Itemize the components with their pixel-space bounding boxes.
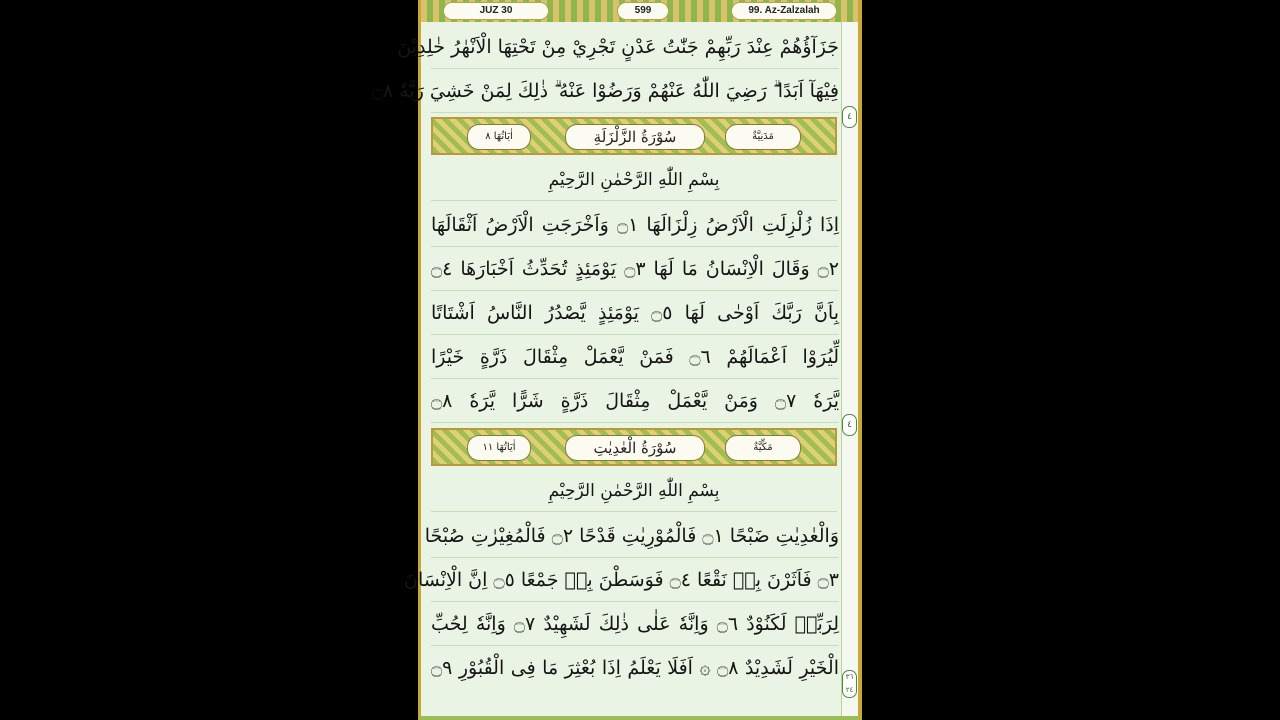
text-line: لِرَبِّهٖ لَكَنُوْدٌ ۝٦ وَاِنَّهٗ عَلٰى ذٰلِكَ لَشَهِيْدٌ ۝٧ وَاِنَّهٗ لِحُبِّ	[431, 603, 839, 646]
revelation-place: مَدَنِيَّةٌ	[725, 124, 801, 150]
margin-strip	[841, 22, 858, 716]
text-line: الْخَيْرِ لَشَدِيْدٌ ۝٨ ۞ اَفَلَا يَعْلَمُ اِذَا بُعْثِرَ مَا فِى الْقُبُوْرِ ۝٩	[431, 657, 839, 679]
text-line: بِاَنَّ رَبَّكَ اَوْحٰى لَهَا ۝٥ يَوْمَئِذٍ يَّصْدُرُ النَّاسُ اَشْتَاتًا	[431, 292, 839, 335]
text-line: لِّيُرَوْا اَعْمَالَهُمْ ۝٦ فَمَنْ يَّعْمَلْ مِثْقَالَ ذَرَّةٍ خَيْرًا	[431, 336, 839, 379]
text-line: اِذَا زُلْزِلَتِ الْاَرْضُ زِلْزَالَهَا ۝١ وَاَخْرَجَتِ الْاَرْضُ اَثْقَالَهَا	[431, 204, 839, 247]
text-line: يَّرَهٗ ۝٧ وَمَنْ يَّعْمَلْ مِثْقَالَ ذَرَّةٍ شَرًّا يَّرَهٗ ۝٨	[431, 380, 839, 423]
surah-banner	[431, 428, 837, 466]
mushaf-page	[371, 0, 862, 720]
text-line: ۝٣ فَاَثَرْنَ بِهٖ نَقْعًا ۝٤ فَوَسَطْنَ بِهٖ جَمْعًا ۝٥ اِنَّ الْاِنْسَانَ	[431, 559, 839, 602]
basmala: بِسْمِ اللّٰهِ الرَّحْمٰنِ الرَّحِيْمِ	[431, 160, 837, 201]
surah-banner	[431, 117, 837, 155]
page-header	[421, 0, 858, 22]
surah-title: سُوْرَةُ الْعٰدِيٰتِ	[565, 435, 705, 461]
text-line: جَزَآؤُهُمْ عِنْدَ رَبِّهِمْ جَنّٰتُ عَدْنٍ تَجْرِيْ مِنْ تَحْتِهَا الْاَنْهٰرُ خٰلِدِيْنَ	[431, 26, 839, 69]
ruku-marker: ٤	[842, 106, 857, 128]
ruku-marker: ٣٦ ٢٤	[842, 670, 857, 698]
ruku-marker: ٤	[842, 414, 857, 436]
juz-label: JUZ 30	[443, 2, 549, 20]
ayat-count: اٰيَاتُهَا ١١	[467, 435, 531, 461]
page-number: 599	[617, 2, 669, 20]
surah-title: سُوْرَةُ الزَّلْزَلَةِ	[565, 124, 705, 150]
ayat-count: اٰيَاتُهَا ٨	[467, 124, 531, 150]
basmala: بِسْمِ اللّٰهِ الرَّحْمٰنِ الرَّحِيْمِ	[431, 471, 837, 512]
text-line: فِيْهَآ اَبَدًا ۗ رَضِيَ اللّٰهُ عَنْهُمْ وَرَضُوْا عَنْهُ ۗ ذٰلِكَ لِمَنْ خَشِيَ رَبَّهٗ ۝٨	[431, 70, 839, 113]
text-line: وَالْعٰدِيٰتِ ضَبْحًا ۝١ فَالْمُوْرِيٰتِ قَدْحًا ۝٢ فَالْمُغِيْرٰتِ صُبْحًا	[431, 515, 839, 558]
text-line: ۝٢ وَقَالَ الْاِنْسَانُ مَا لَهَا ۝٣ يَوْمَئِذٍ تُحَدِّثُ اَخْبَارَهَا ۝٤	[431, 248, 839, 291]
revelation-place: مَكِّيَّةٌ	[725, 435, 801, 461]
surah-label: 99. Az-Zalzalah	[731, 2, 837, 20]
